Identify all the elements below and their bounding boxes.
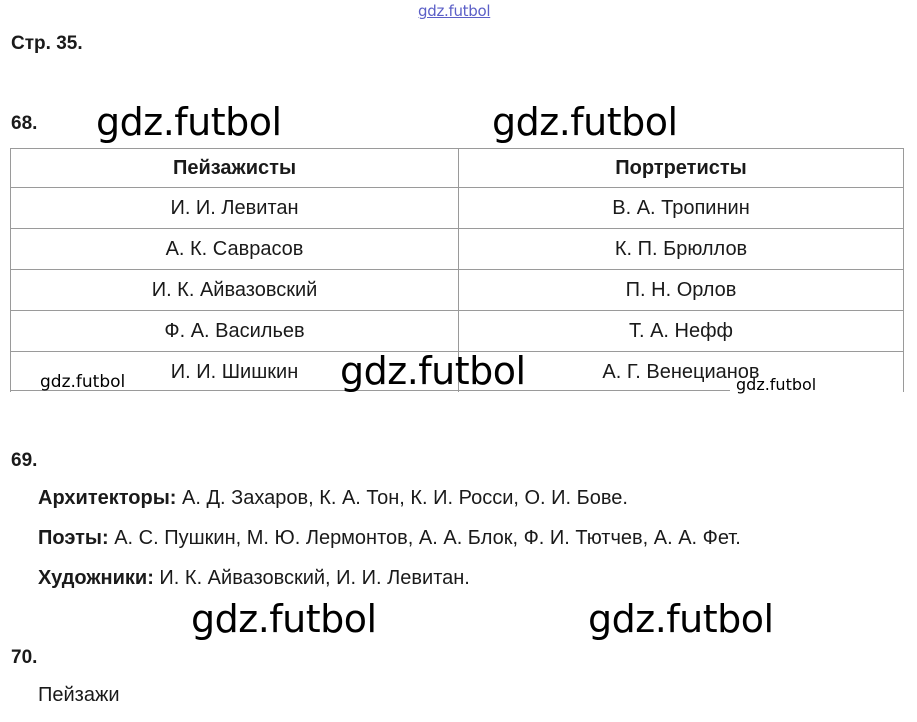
table-cell: П. Н. Орлов <box>459 270 904 311</box>
table-cell: И. И. Левитан <box>11 188 459 229</box>
header-landscape-painters: Пейзажисты <box>11 149 459 188</box>
table-cell: Ф. А. Васильев <box>11 311 459 352</box>
watermark: gdz.futbol <box>736 375 817 394</box>
artists-list: И. К. Айвазовский, И. И. Левитан. <box>153 567 470 589</box>
page-label: Стр. 35. <box>11 33 83 54</box>
table-cell: Т. А. Нефф <box>459 311 904 352</box>
table-row <box>11 188 904 229</box>
task-70-text: Пейзажи <box>38 684 120 706</box>
table-cell: И. И. Шишкин <box>11 352 459 393</box>
table-row <box>11 229 904 270</box>
watermark: gdz.futbol <box>340 349 526 393</box>
task-70-number: 70. <box>11 647 38 668</box>
poets-label: Поэты: <box>38 527 109 549</box>
poets-line <box>38 527 741 550</box>
task-69-number: 69. <box>11 450 38 471</box>
architects-line <box>38 487 628 510</box>
table-cell: А. Г. Венецианов <box>459 352 904 393</box>
table-row <box>11 311 904 352</box>
table-cell: И. К. Айвазовский <box>11 270 459 311</box>
architects-list: А. Д. Захаров, К. А. Тон, К. И. Росси, О. И. Бове. <box>176 487 628 509</box>
watermark: gdz.futbol <box>40 372 126 392</box>
poets-list: А. С. Пушкин, М. Ю. Лермонтов, А. А. Блок, Ф. И. Тютчев, А. А. Фет. <box>108 527 741 549</box>
watermark: gdz.futbol <box>492 100 678 144</box>
task-68-number: 68. <box>11 113 38 134</box>
table-cell: А. К. Саврасов <box>11 229 459 270</box>
table-cell: К. П. Брюллов <box>459 229 904 270</box>
header-portrait-painters: Портретисты <box>459 149 904 188</box>
watermark: gdz.futbol <box>588 597 774 641</box>
artists-line <box>38 567 470 590</box>
table-row <box>11 270 904 311</box>
watermark: gdz.futbol <box>191 597 377 641</box>
table-header-row <box>11 149 904 188</box>
architects-label: Архитекторы: <box>38 487 177 509</box>
watermark-top[interactable]: gdz.futbol <box>418 2 491 20</box>
table-cell: В. А. Тропинин <box>459 188 904 229</box>
watermark: gdz.futbol <box>96 100 282 144</box>
artists-label: Художники: <box>38 567 154 589</box>
